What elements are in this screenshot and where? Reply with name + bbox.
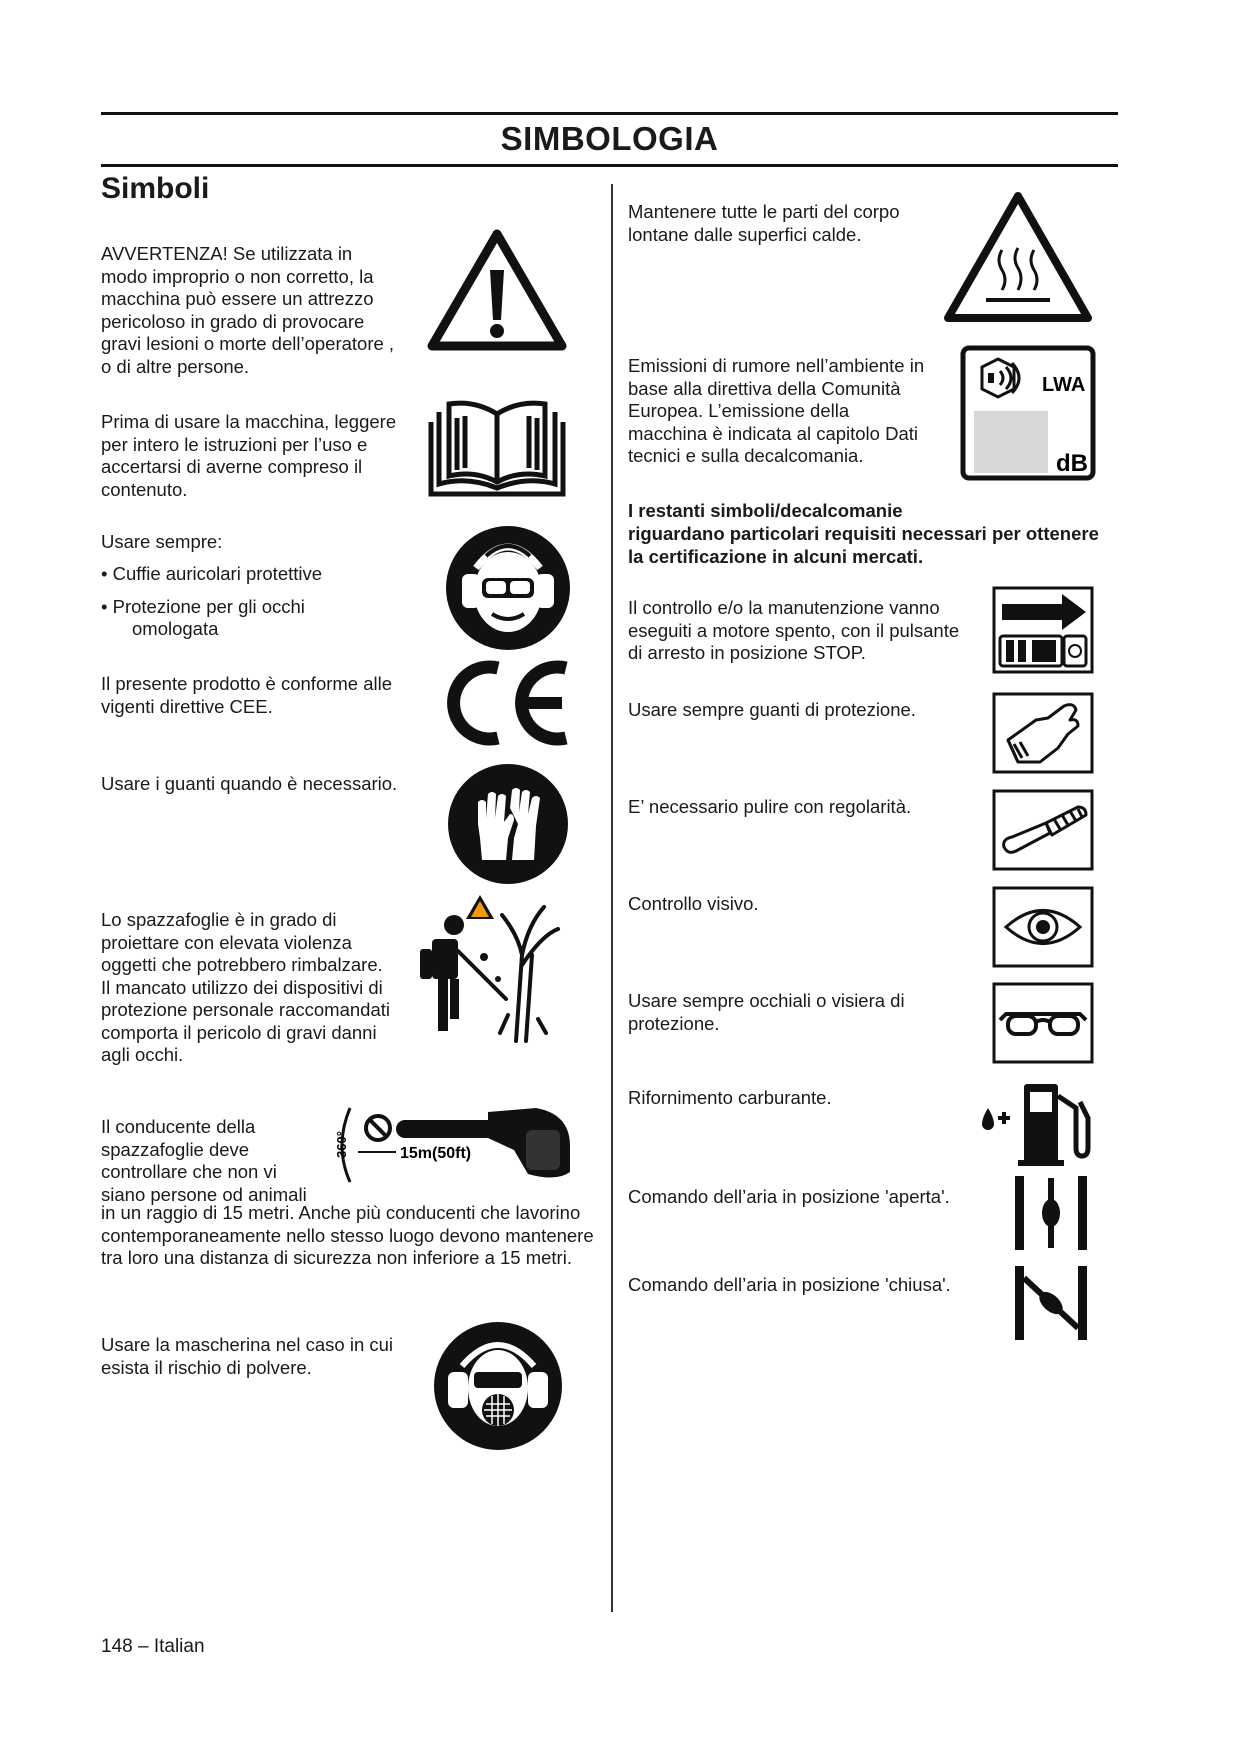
remaining-symbols-text: riguardano particolari requisiti necessari per ottenere la certificazione in alcuni mercati.	[628, 523, 1099, 567]
ear-eye-protection-icon	[446, 526, 570, 650]
choke-closed-text: Comando dell’aria in posizione 'chiusa'.	[628, 1274, 951, 1295]
noise-text: Emissioni di rumore nell’ambiente in base alla direttiva della Comunità Europea. L’emissione della macchina è indicata al capitolo Dati tecnici e sulla decalcomania.	[628, 355, 925, 466]
rotation-label: 360°	[334, 1131, 349, 1158]
distance-text-long: in un raggio di 15 metri. Anche più conducenti che lavorino contemporaneamente nello stesso luogo devono mantenere tra loro una distanza di sicurezza non inferiore a 15 metri.	[101, 1202, 594, 1268]
db-label: dB	[1056, 450, 1088, 477]
distance-label: 15m(50ft)	[400, 1145, 472, 1162]
always-use-text: Usare sempre:	[101, 531, 223, 552]
choke-open-text: Comando dell’aria in posizione 'aperta'.	[628, 1186, 950, 1207]
hot-surface-text: Mantenere tutte le parti del corpo lontane dalle superfici calde.	[628, 201, 900, 245]
warning-text: AVVERTENZA! Se utilizzata in modo improprio o non corretto, la macchina può essere un attrezzo pericoloso in grado di provocare gravi lesioni o morte dell’operatore , o di altre persone.	[101, 243, 395, 377]
column-divider	[611, 184, 613, 1612]
stop-switch-icon	[992, 586, 1094, 674]
section-title: Simboli	[101, 172, 210, 205]
manual-text: Prima di usare la macchina, leggere per intero le istruzioni per l’uso e accertarsi di averne compreso il contenuto.	[101, 411, 397, 500]
hot-surface-icon	[942, 190, 1094, 326]
noise-emission-icon	[960, 345, 1096, 481]
clean-text: E’ necessario pulire con regolarità.	[628, 796, 912, 817]
page-number: 148 – Italian	[101, 1636, 205, 1657]
glasses-text: Usare sempre occhiali o visiera di protezione.	[628, 990, 905, 1034]
ear-protection-text: • Cuffie auricolari protettive	[101, 563, 323, 584]
ce-text: Il presente prodotto è conforme alle vigenti direttive CEE.	[101, 673, 393, 717]
eye-icon	[992, 886, 1094, 968]
gloves-icon	[448, 764, 568, 884]
thrown-objects-icon	[418, 895, 568, 1045]
dust-mask-icon	[434, 1322, 562, 1450]
eye-protection-text: • Protezione per gli occhi	[101, 596, 305, 617]
projection-text: Lo spazzafoglie è in grado di proiettare con elevata violenza oggetti che potrebbero rimbalzare. Il mancato utilizzo dei dispositivi di protezione personale raccomandati comporta il pericolo di gravi danni agli occhi.	[101, 909, 390, 1065]
protective-gloves-icon	[992, 692, 1094, 774]
gloves-text: Usare i guanti quando è necessario.	[101, 773, 398, 794]
visual-check-text: Controllo visivo.	[628, 893, 759, 914]
warning-triangle-icon	[426, 228, 568, 352]
distance-text-short: Il conducente della spazzafoglie deve controllare che non vi siano persone od animali	[101, 1116, 307, 1205]
stop-text: Il controllo e/o la manutenzione vanno eseguiti a motore spento, con il pulsante di arresto in posizione STOP.	[628, 597, 960, 663]
ce-mark-icon	[440, 660, 574, 746]
book-manual-icon	[425, 398, 569, 500]
lwa-label: LWA	[1042, 374, 1086, 396]
protective-gloves-text: Usare sempre guanti di protezione.	[628, 699, 916, 720]
choke-open-icon	[1012, 1172, 1092, 1252]
safety-glasses-icon	[992, 982, 1094, 1064]
choke-closed-icon	[1012, 1262, 1092, 1342]
fuel-text: Rifornimento carburante.	[628, 1087, 832, 1108]
fuel-pump-icon	[980, 1078, 1098, 1166]
eye-protection-text-2: omologata	[132, 618, 219, 639]
page-title: SIMBOLOGIA	[500, 120, 719, 157]
remaining-symbols-heading: I restanti simboli/decalcomanie	[628, 500, 903, 521]
mask-text: Usare la mascherina nel caso in cui esista il rischio di polvere.	[101, 1334, 394, 1378]
cleaning-brush-icon	[992, 789, 1094, 871]
title-underline	[101, 164, 1118, 167]
safe-distance-icon	[334, 1106, 578, 1186]
top-rule	[101, 112, 1118, 115]
